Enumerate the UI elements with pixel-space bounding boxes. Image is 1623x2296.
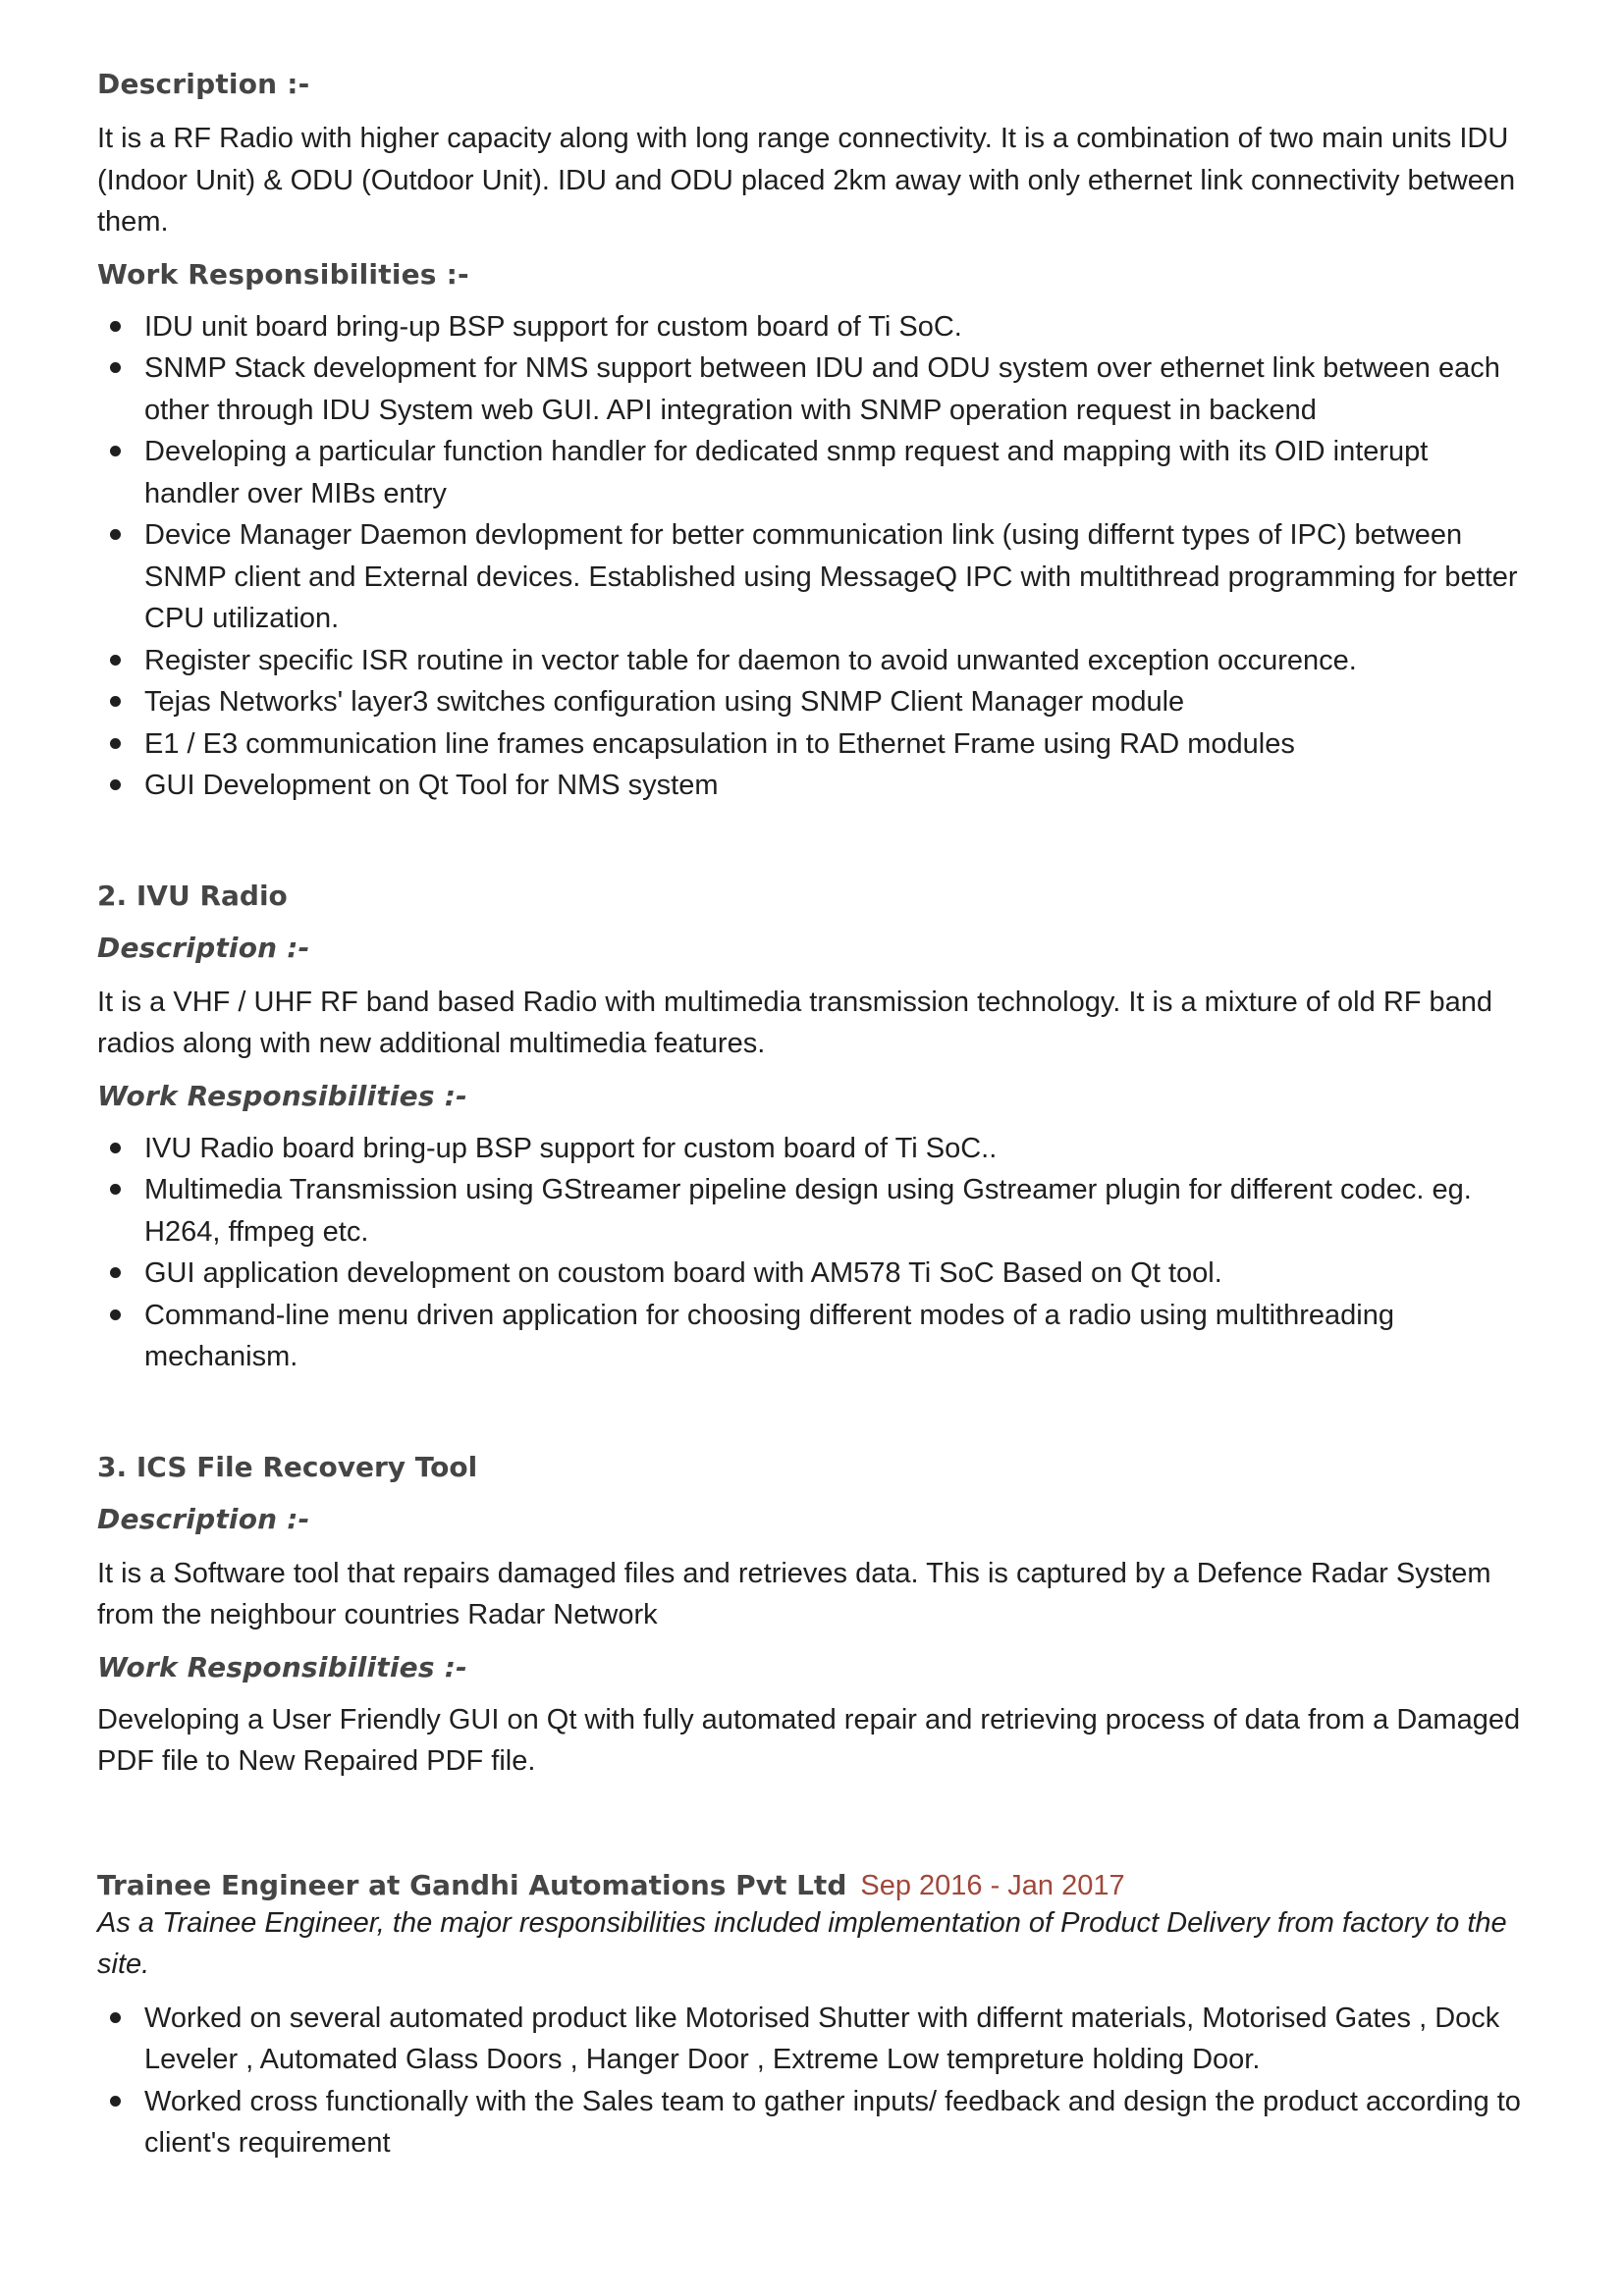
list-item: Worked cross functionally with the Sales team to gather inputs/ feedback and design the product according to client's requirement	[97, 2081, 1531, 2164]
description-label: Description :-	[97, 68, 310, 100]
project-ivu-radio	[97, 876, 1531, 1378]
job-title: Trainee Engineer at Gandhi Automations Pvt Ltd	[97, 1868, 847, 1901]
project-title: 3. ICS File Recovery Tool	[97, 1450, 478, 1483]
bullet-icon	[110, 1143, 121, 1153]
responsibilities-text: Developing a User Friendly GUI on Qt with fully automated repair and retrieving process of data from a Damaged PDF file to New Repaired PDF file.	[97, 1703, 1521, 1777]
job-header	[97, 1869, 1531, 1902]
bullet-icon	[110, 1267, 121, 1278]
job-dates: Sep 2016 - Jan 2017	[860, 1869, 1125, 1901]
description-label: Description :-	[97, 1502, 310, 1535]
project-ics-file-recovery	[97, 1447, 1531, 1783]
project-idu-odu	[97, 65, 1531, 807]
list-item: GUI Development on Qt Tool for NMS system	[97, 765, 1531, 807]
bullet-icon	[110, 1309, 121, 1320]
project-title: 2. IVU Radio	[97, 879, 288, 912]
bullet-icon	[110, 655, 121, 666]
list-item: E1 / E3 communication line frames encapsulation in to Ethernet Frame using RAD modules	[97, 723, 1531, 766]
resume-page	[97, 65, 1531, 2164]
work-responsibilities-label: Work Responsibilities :-	[97, 1650, 467, 1683]
bullet-icon	[110, 696, 121, 707]
bullet-icon	[110, 529, 121, 540]
description-label: Description :-	[97, 931, 310, 964]
list-item: IDU unit board bring-up BSP support for custom board of Ti SoC.	[97, 306, 1531, 348]
bullet-icon	[110, 2012, 121, 2023]
project-description: It is a RF Radio with higher capacity along with long range connectivity. It is a combination of two main units IDU (Indoor Unit) & ODU (Outdoor Unit). IDU and ODU placed 2km away with only ethernet link connectivity between them.	[97, 123, 1516, 238]
list-item: IVU Radio board bring-up BSP support for custom board of Ti SoC..	[97, 1128, 1531, 1170]
bullet-icon	[110, 321, 121, 332]
list-item: GUI application development on coustom board with AM578 Ti SoC Based on Qt tool.	[97, 1253, 1531, 1295]
list-item: Worked on several automated product like Motorised Shutter with differnt materials, Motorised Gates , Dock Leveler , Automated Glass Doors , Hanger Door , Extreme Low tempreture holding Door.	[97, 1998, 1531, 2081]
list-item: Command-line menu driven application for choosing different modes of a radio using multithreading mechanism.	[97, 1295, 1531, 1378]
job-entry	[97, 1869, 1531, 2164]
job-summary: As a Trainee Engineer, the major responsibilities included implementation of Product Delivery from factory to the site.	[97, 1906, 1507, 1980]
list-item: SNMP Stack development for NMS support between IDU and ODU system over ethernet link between each other through IDU System web GUI. API integration with SNMP operation request in backend	[97, 347, 1531, 431]
list-item: Device Manager Daemon devlopment for better communication link (using differnt types of IPC) between SNMP client and External devices. Established using MessageQ IPC with multithread programming for better CPU utilization.	[97, 514, 1531, 640]
project-description: It is a VHF / UHF RF band based Radio with multimedia transmission technology. It is a mixture of old RF band radios along with new additional multimedia features.	[97, 986, 1493, 1059]
list-item: Register specific ISR routine in vector table for daemon to avoid unwanted exception occurence.	[97, 640, 1531, 682]
work-responsibilities-label: Work Responsibilities :-	[97, 1079, 467, 1112]
list-item: Developing a particular function handler for dedicated snmp request and mapping with its OID interupt handler over MIBs entry	[97, 431, 1531, 514]
responsibilities-list	[97, 306, 1531, 807]
bullet-icon	[110, 779, 121, 790]
bullet-icon	[110, 446, 121, 456]
work-responsibilities-label: Work Responsibilities :-	[97, 257, 469, 291]
list-item: Tejas Networks' layer3 switches configuration using SNMP Client Manager module	[97, 681, 1531, 723]
bullet-icon	[110, 2096, 121, 2107]
bullet-icon	[110, 1184, 121, 1195]
responsibilities-list	[97, 1128, 1531, 1378]
bullet-icon	[110, 738, 121, 749]
list-item: Multimedia Transmission using GStreamer pipeline design using Gstreamer plugin for different codec. eg. H264, ffmpeg etc.	[97, 1169, 1531, 1253]
bullet-icon	[110, 362, 121, 373]
project-description: It is a Software tool that repairs damaged files and retrieves data. This is captured by a Defence Radar System from the neighbour countries Radar Network	[97, 1557, 1491, 1630]
job-responsibilities-list	[97, 1998, 1531, 2164]
